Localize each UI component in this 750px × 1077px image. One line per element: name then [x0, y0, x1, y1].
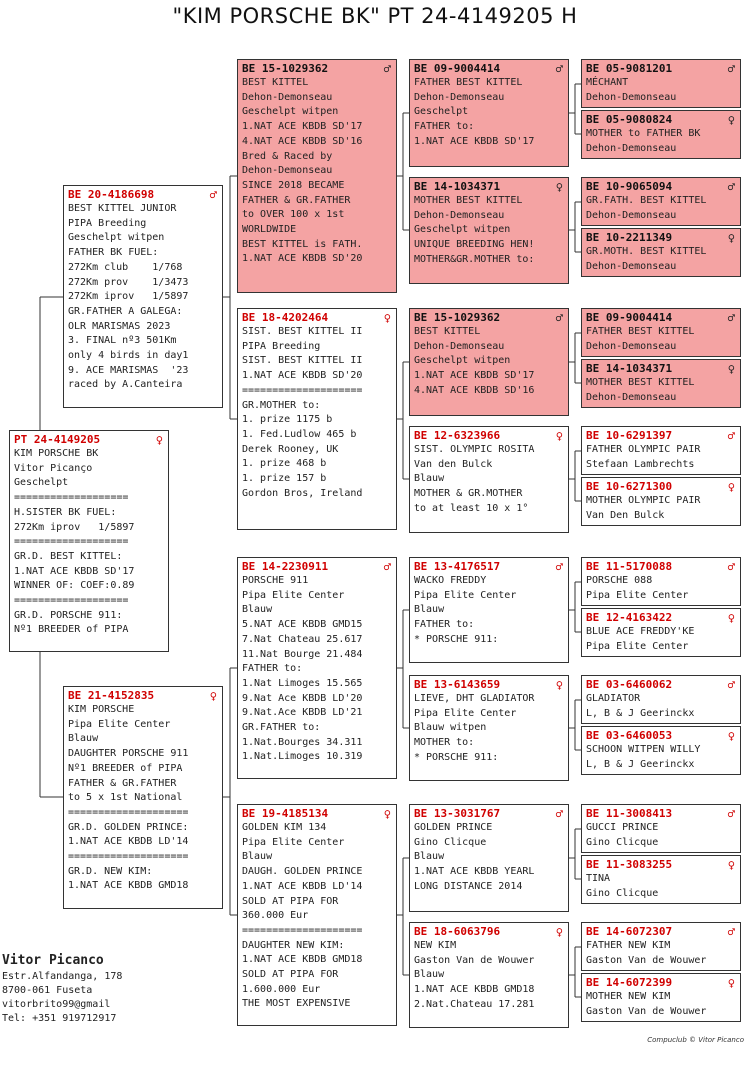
pigeon-info-line: GLADIATOR [586, 693, 641, 704]
pigeon-info-line: FATHER to: [242, 663, 303, 675]
pigeon-info-line: 1.NAT ACE KBDB SD'17 [242, 121, 363, 133]
pigeon-info-line: GR.D. NEW KIM: [68, 865, 153, 877]
pigeon-info-line: GR.FATHER A GALEGA: [68, 305, 183, 317]
ring-number: BE 12-6323966 [414, 429, 501, 442]
pigeon-info-line: Vitor Picanço [14, 462, 93, 474]
ring-header [586, 113, 736, 127]
pigeon-info-line: 4.NAT ACE KBDB SD'16 [242, 135, 363, 147]
ring-number: BE 12-4163422 [586, 611, 673, 624]
sex-symbol-icon: ♀ [727, 729, 735, 743]
pigeon-card-mf [237, 557, 397, 779]
pigeon-info-line: NEW KIM [414, 940, 457, 951]
pigeon-card-mmf [409, 804, 569, 912]
pigeon-info-line: BEST KITTEL [242, 77, 309, 88]
sex-symbol-icon: ♀ [555, 180, 563, 194]
ring-number: BE 20-4186698 [68, 188, 155, 201]
pigeon-info-line: 1.NAT ACE KBDB GMD18 [242, 954, 363, 966]
sex-symbol-icon: ♀ [727, 976, 735, 990]
pigeon-info-line: FATHER & GR.FATHER [68, 777, 177, 789]
pigeon-card-g8 [581, 477, 741, 526]
pigeon-card-g6 [581, 359, 741, 408]
pigeon-info-line: FATHER BEST KITTEL [586, 326, 695, 337]
pigeon-info-line: BEST KITTEL JUNIOR [68, 203, 177, 214]
pigeon-info-line: GR.MOTH. BEST KITTEL [586, 246, 707, 257]
ring-header [586, 678, 736, 692]
ring-number: BE 11-3083255 [586, 858, 673, 871]
pigeon-info-line: Pipa Elite Center [242, 836, 345, 848]
pigeon-info-line: KIM PORSCHE BK [14, 448, 99, 459]
pigeon-info-line: FATHER & GR.FATHER [242, 194, 351, 206]
ring-number: BE 14-6072399 [586, 976, 673, 989]
pigeon-info-line: Gordon Bros, Ireland [242, 487, 363, 499]
pigeon-info-line: LONG DISTANCE 2014 [414, 880, 523, 892]
pigeon-card-mmm [409, 922, 569, 1028]
ring-number: BE 11-5170088 [586, 560, 673, 573]
pigeon-info-line: SIST. OLYMPIC ROSITA [414, 444, 535, 455]
pigeon-info-line: 360.000 Eur [242, 910, 309, 922]
pigeon-info-line: 272Km iprov 1/5897 [14, 521, 135, 533]
pigeon-info-line: DAUGHTER PORSCHE 911 [68, 748, 189, 760]
sex-symbol-icon: ♂ [383, 560, 391, 574]
pigeon-info-line: 1.NAT ACE KBDB SD'17 [414, 135, 535, 147]
ring-header [586, 976, 736, 990]
pigeon-info-line: 9.Nat Ace KBDB LD'20 [242, 692, 363, 704]
sex-symbol-icon: ♀ [727, 480, 735, 494]
pigeon-info-line: THE MOST EXPENSIVE [242, 998, 351, 1010]
pigeon-info-line: Geschelpt witpen [68, 232, 165, 244]
pigeon-info-line: FATHER NEW KIM [586, 940, 671, 951]
ring-number: BE 03-6460062 [586, 678, 673, 691]
pigeon-info-line: Geschelpt [414, 106, 469, 118]
pigeon-info-line: ==================== [242, 924, 363, 936]
ring-header [586, 560, 736, 574]
pigeon-info-line: WACKO FREDDY [414, 575, 487, 586]
pigeon-info-line: Geschelpt witpen [242, 106, 339, 118]
pigeon-info-line: =================== [14, 595, 129, 607]
pigeon-info-line: SIST. BEST KITTEL II [242, 355, 363, 367]
pigeon-card-g7 [581, 426, 741, 475]
ring-header [586, 311, 736, 325]
pigeon-info-line: Pipa Elite Center [586, 640, 689, 652]
pigeon-info-line: Geschelpt [14, 477, 69, 489]
ring-number: BE 11-3008413 [586, 807, 673, 820]
pigeon-card-g2 [581, 110, 741, 159]
sex-symbol-icon: ♂ [727, 311, 735, 325]
ring-header [586, 362, 736, 376]
ring-header [414, 678, 564, 692]
footer-credit: Compuclub © Vitor Picanco [647, 1036, 744, 1044]
pigeon-info-line: PIPA Breeding [68, 217, 147, 229]
sex-symbol-icon: ♀ [555, 429, 563, 443]
pigeon-info-line: Blauw [414, 604, 445, 616]
sex-symbol-icon: ♂ [727, 429, 735, 443]
pigeon-info-line: 4.NAT ACE KBDB SD'16 [414, 384, 535, 396]
pigeon-info-line: Dehon-Demonseau [242, 91, 333, 103]
sex-symbol-icon: ♀ [383, 807, 391, 821]
pigeon-info-line: Gaston Van de Wouwer [586, 1005, 707, 1017]
ring-number: BE 05-9080824 [586, 113, 673, 126]
pigeon-info-line: Blauw witpen [414, 722, 487, 734]
pigeon-info-line: MOTHER OLYMPIC PAIR [586, 495, 701, 506]
pigeon-info-line: BLUE ACE FREDDY'KE [586, 626, 695, 637]
sex-symbol-icon: ♂ [727, 180, 735, 194]
pigeon-info-line: 272Km iprov 1/5897 [68, 291, 189, 303]
pigeon-card-g4 [581, 228, 741, 277]
pigeon-info-line: Bred & Raced by [242, 150, 333, 162]
pigeon-info-line: ==================== [242, 384, 363, 396]
sex-symbol-icon: ♀ [727, 611, 735, 625]
pigeon-info-line: Dehon-Demonseau [586, 260, 677, 272]
pigeon-info-line: OLR MARISMAS 2023 [68, 320, 171, 332]
pigeon-info-line: * PORSCHE 911: [414, 751, 499, 763]
pigeon-info-line: =================== [14, 536, 129, 548]
pigeon-card-mfm [409, 675, 569, 781]
pigeon-info-line: Dehon-Demonseau [414, 91, 505, 103]
pigeon-info-line: FATHER to: [414, 121, 475, 133]
pigeon-info-line: 5.NAT ACE KBDB GMD15 [242, 619, 363, 631]
breeder-email: vitorbrito99@gmail [2, 999, 111, 1010]
pigeon-info-line: MOTHER BEST KITTEL [414, 195, 523, 206]
pigeon-card-g13 [581, 804, 741, 853]
pigeon-info-line: =================== [14, 492, 129, 504]
pigeon-info-line: H.SISTER BK FUEL: [14, 506, 117, 518]
pigeon-info-line: BEST KITTEL is FATH. [242, 238, 363, 250]
pigeon-info-line: FATHER BEST KITTEL [414, 77, 523, 88]
ring-number: BE 05-9081201 [586, 62, 673, 75]
pigeon-info-line: SOLD AT PIPA FOR [242, 969, 339, 981]
pigeon-info-line: Geschelpt witpen [414, 224, 511, 236]
pigeon-info-line: GR.FATHER to: [242, 722, 321, 734]
ring-number: BE 14-6072307 [586, 925, 673, 938]
pigeon-info-line: MOTHER to FATHER BK [586, 128, 701, 139]
sex-symbol-icon: ♀ [209, 689, 217, 703]
pigeon-card-g10 [581, 608, 741, 657]
ring-number: BE 13-6143659 [414, 678, 501, 691]
pigeon-info-line: 1. prize 157 b [242, 473, 327, 485]
pigeon-info-line: Gino Clicque [414, 836, 487, 848]
ring-number: BE 14-2230911 [242, 560, 329, 573]
pigeon-card-g1 [581, 59, 741, 108]
ring-number: BE 19-4185134 [242, 807, 329, 820]
pigeon-info-line: 1.NAT ACE KBDB LD'14 [242, 880, 363, 892]
pigeon-info-line: L, B & J Geerinckx [586, 758, 695, 770]
pigeon-card-g3 [581, 177, 741, 226]
pigeon-info-line: WINNER OF: COEF:0.89 [14, 580, 135, 592]
breeder-address-line: Estr.Alfandanga, 178 [2, 971, 123, 982]
pigeon-info-line: 272Km prov 1/3473 [68, 276, 189, 288]
pigeon-info-line: Dehon-Demonseau [414, 340, 505, 352]
pigeon-info-line: BEST KITTEL [414, 326, 481, 337]
pigeon-info-line: FATHER OLYMPIC PAIR [586, 444, 701, 455]
pigeon-info-line: Dehon-Demonseau [586, 142, 677, 154]
ring-number: BE 18-6063796 [414, 925, 501, 938]
pigeon-info-line: Pipa Elite Center [586, 589, 689, 601]
ring-header [68, 188, 218, 202]
sex-symbol-icon: ♂ [555, 311, 563, 325]
pigeon-info-line: to OVER 100 x 1st [242, 209, 345, 221]
pigeon-info-line: Geschelpt witpen [414, 355, 511, 367]
pigeon-card-g16 [581, 973, 741, 1022]
pigeon-info-line: Dehon-Demonseau [414, 209, 505, 221]
ring-number: BE 10-6271300 [586, 480, 673, 493]
ring-number: PT 24-4149205 [14, 433, 101, 446]
breeder-phone: Tel: +351 919712917 [2, 1013, 117, 1024]
ring-number: BE 09-9004414 [414, 62, 501, 75]
pigeon-info-line: GR.MOTHER to: [242, 399, 321, 411]
pigeon-card-ffm [409, 177, 569, 284]
breeder-info [2, 952, 122, 1026]
ring-number: BE 21-4152835 [68, 689, 155, 702]
pigeon-info-line: MOTHER&GR.MOTHER to: [414, 253, 535, 265]
pigeon-info-line: 7.Nat Chateau 25.617 [242, 633, 363, 645]
ring-header [586, 62, 736, 76]
pigeon-card-mm [237, 804, 397, 1026]
pigeon-info-line: FATHER to: [414, 619, 475, 631]
pigeon-info-line: GR.D. GOLDEN PRINCE: [68, 821, 189, 833]
pigeon-info-line: ==================== [68, 851, 189, 863]
pigeon-info-line: GOLDEN PRINCE [414, 822, 493, 833]
pigeon-info-line: MOTHER NEW KIM [586, 991, 671, 1002]
pigeon-info-line: SINCE 2018 BECAME [242, 179, 345, 191]
pigeon-info-line: Pipa Elite Center [68, 718, 171, 730]
ring-header [242, 62, 392, 76]
breeder-name: Vitor Picanco [2, 953, 104, 968]
pigeon-card-g5 [581, 308, 741, 357]
pigeon-info-line: UNIQUE BREEDING HEN! [414, 239, 535, 251]
pigeon-info-line: Dehon-Demonseau [242, 165, 333, 177]
ring-header [586, 180, 736, 194]
ring-header [586, 429, 736, 443]
ring-header [586, 611, 736, 625]
pigeon-info-line: 1.NAT ACE KBDB YEARL [414, 866, 535, 878]
sex-symbol-icon: ♀ [727, 113, 735, 127]
pigeon-info-line: Dehon-Demonseau [586, 391, 677, 403]
pigeon-info-line: 1.NAT ACE KBDB GMD18 [414, 984, 535, 996]
ring-header [414, 429, 564, 443]
pigeon-info-line: GR.D. PORSCHE 911: [14, 609, 123, 621]
pigeon-info-line: DAUGH. GOLDEN PRINCE [242, 866, 363, 878]
pigeon-card-mother [63, 686, 223, 909]
pigeon-info-line: Blauw [68, 733, 99, 745]
pigeon-info-line: Nº1 BREEDER of PIPA [68, 762, 183, 774]
pigeon-info-line: L, B & J Geerinckx [586, 707, 695, 719]
pigeon-info-line: KIM PORSCHE [68, 704, 135, 715]
ring-header [14, 433, 164, 447]
sex-symbol-icon: ♂ [727, 678, 735, 692]
pigeon-info-line: 11.Nat Bourge 21.484 [242, 648, 363, 660]
pigeon-info-line: Blauw [242, 604, 273, 616]
sex-symbol-icon: ♀ [727, 858, 735, 872]
pigeon-card-g9 [581, 557, 741, 606]
ring-number: BE 15-1029362 [414, 311, 501, 324]
pigeon-info-line: 1.NAT ACE KBDB SD'17 [14, 565, 135, 577]
ring-number: BE 10-6291397 [586, 429, 673, 442]
sex-symbol-icon: ♂ [209, 188, 217, 202]
pigeon-info-line: Van Den Bulck [586, 509, 665, 521]
sex-symbol-icon: ♂ [555, 807, 563, 821]
pigeon-card-fm [237, 308, 397, 530]
pigeon-info-line: GR.FATH. BEST KITTEL [586, 195, 707, 206]
pigeon-card-g11 [581, 675, 741, 724]
breeder-address-line: 8700-061 Fuseta [2, 985, 93, 996]
pigeon-card-father [63, 185, 223, 408]
ring-number: BE 13-4176517 [414, 560, 501, 573]
pigeon-info-line: WORLDWIDE [242, 224, 297, 236]
pigeon-info-line: Stefaan Lambrechts [586, 458, 695, 470]
pigeon-info-line: 1.NAT ACE KBDB SD'20 [242, 253, 363, 265]
pigeon-info-line: 1.NAT ACE KBDB SD'20 [242, 370, 363, 382]
ring-header [242, 807, 392, 821]
sex-symbol-icon: ♂ [555, 62, 563, 76]
sex-symbol-icon: ♀ [155, 433, 163, 447]
page-title: "KIM PORSCHE BK" PT 24-4149205 H [172, 4, 578, 28]
pigeon-info-line: Gino Clicque [586, 836, 659, 848]
pigeon-info-line: 9. ACE MARISMAS '23 [68, 364, 189, 376]
pigeon-info-line: Gaston Van de Wouwer [414, 954, 535, 966]
ring-header [414, 62, 564, 76]
pigeon-info-line: MOTHER to: [414, 737, 475, 749]
pigeon-info-line: Van den Bulck [414, 458, 493, 470]
pigeon-card-mff [409, 557, 569, 663]
sex-symbol-icon: ♂ [727, 807, 735, 821]
pigeon-info-line: GUCCI PRINCE [586, 822, 659, 833]
pigeon-info-line: Pipa Elite Center [414, 589, 517, 601]
pigeon-info-line: Dehon-Demonseau [586, 340, 677, 352]
pigeon-info-line: Dehon-Demonseau [586, 91, 677, 103]
pigeon-info-line: Nº1 BREEDER of PIPA [14, 624, 129, 636]
ring-number: BE 14-1034371 [414, 180, 501, 193]
sex-symbol-icon: ♀ [555, 925, 563, 939]
ring-header [586, 925, 736, 939]
sex-symbol-icon: ♀ [727, 231, 735, 245]
pigeon-info-line: raced by A.Canteira [68, 379, 183, 391]
ring-header [414, 560, 564, 574]
pigeon-info-line: ==================== [68, 806, 189, 818]
pigeon-info-line: Blauw [242, 851, 273, 863]
ring-number: BE 09-9004414 [586, 311, 673, 324]
pigeon-info-line: PORSCHE 911 [242, 575, 309, 586]
pigeon-info-line: SCHOON WITPEN WILLY [586, 744, 701, 755]
ring-number: BE 14-1034371 [586, 362, 673, 375]
pigeon-card-g12 [581, 726, 741, 775]
pigeon-info-line: 1.Nat.Limoges 10.319 [242, 751, 363, 763]
sex-symbol-icon: ♂ [727, 560, 735, 574]
pigeon-info-line: 1. prize 468 b [242, 458, 327, 470]
pigeon-info-line: to 5 x 1st National [68, 792, 183, 804]
pigeon-card-ff [237, 59, 397, 293]
ring-header [68, 689, 218, 703]
pigeon-info-line: Gino Clicque [586, 887, 659, 899]
pigeon-info-line: MOTHER BEST KITTEL [586, 377, 695, 388]
pigeon-info-line: SIST. BEST KITTEL II [242, 326, 363, 337]
pigeon-info-line: GR.D. BEST KITTEL: [14, 550, 123, 562]
sex-symbol-icon: ♂ [383, 62, 391, 76]
sex-symbol-icon: ♂ [727, 62, 735, 76]
pigeon-info-line: Dehon-Demonseau [586, 209, 677, 221]
sex-symbol-icon: ♀ [383, 311, 391, 325]
ring-header [586, 480, 736, 494]
pigeon-card-g15 [581, 922, 741, 971]
pigeon-info-line: Pipa Elite Center [242, 589, 345, 601]
pigeon-info-line: SOLD AT PIPA FOR [242, 895, 339, 907]
pigeon-info-line: Blauw [414, 969, 445, 981]
pigeon-info-line: FATHER BK FUEL: [68, 247, 159, 259]
ring-number: BE 18-4202464 [242, 311, 329, 324]
pigeon-card-g14 [581, 855, 741, 904]
pigeon-info-line: 9.Nat.Ace KBDB LD'21 [242, 707, 363, 719]
ring-number: BE 10-2211349 [586, 231, 673, 244]
ring-number: BE 15-1029362 [242, 62, 329, 75]
pigeon-info-line: 1.Nat.Bourges 34.311 [242, 736, 363, 748]
sex-symbol-icon: ♂ [727, 925, 735, 939]
ring-header [586, 807, 736, 821]
ring-number: BE 10-9065094 [586, 180, 673, 193]
pigeon-card-subject [9, 430, 169, 652]
ring-header [414, 180, 564, 194]
sex-symbol-icon: ♀ [727, 362, 735, 376]
pigeon-info-line: 1.NAT ACE KBDB SD'17 [414, 370, 535, 382]
pigeon-info-line: 1.600.000 Eur [242, 983, 321, 995]
pigeon-info-line: Blauw [414, 851, 445, 863]
sex-symbol-icon: ♂ [555, 560, 563, 574]
pigeon-card-fmf [409, 308, 569, 416]
pigeon-info-line: only 4 birds in day1 [68, 350, 189, 362]
pigeon-info-line: DAUGHTER NEW KIM: [242, 939, 345, 951]
pigeon-info-line: 1. prize 1175 b [242, 414, 333, 426]
pigeon-info-line: 2.Nat.Chateau 17.281 [414, 998, 535, 1010]
pigeon-info-line: MÉCHANT [586, 77, 629, 88]
pigeon-info-line: Pipa Elite Center [414, 707, 517, 719]
ring-header [414, 311, 564, 325]
ring-header [586, 858, 736, 872]
pigeon-info-line: 3. FINAL nº3 501Km [68, 335, 177, 347]
ring-header [586, 231, 736, 245]
pigeon-card-fff [409, 59, 569, 167]
ring-number: BE 03-6460053 [586, 729, 673, 742]
pigeon-info-line: PORSCHE 088 [586, 575, 653, 586]
ring-header [414, 807, 564, 821]
ring-header [414, 925, 564, 939]
pigeon-info-line: TINA [586, 873, 611, 884]
pigeon-info-line: PIPA Breeding [242, 340, 321, 352]
pigeon-info-line: Gaston Van de Wouwer [586, 954, 707, 966]
sex-symbol-icon: ♀ [555, 678, 563, 692]
ring-header [242, 311, 392, 325]
pigeon-info-line: Derek Rooney, UK [242, 443, 339, 455]
pigeon-info-line: * PORSCHE 911: [414, 633, 499, 645]
pigeon-info-line: MOTHER & GR.MOTHER [414, 488, 523, 500]
ring-header [586, 729, 736, 743]
pigeon-info-line: 1.NAT ACE KBDB GMD18 [68, 880, 189, 892]
pigeon-info-line: LIEVE, DHT GLADIATOR [414, 693, 535, 704]
pigeon-info-line: 1.Nat Limoges 15.565 [242, 677, 363, 689]
ring-number: BE 13-3031767 [414, 807, 501, 820]
pigeon-info-line: 272Km club 1/768 [68, 261, 183, 273]
pigeon-info-line: 1. Fed.Ludlow 465 b [242, 428, 357, 440]
pigeon-card-fmm [409, 426, 569, 533]
pigeon-info-line: Blauw [414, 473, 445, 485]
pigeon-info-line: 1.NAT ACE KBDB LD'14 [68, 836, 189, 848]
pigeon-info-line: GOLDEN KIM 134 [242, 822, 327, 833]
ring-header [242, 560, 392, 574]
pigeon-info-line: to at least 10 x 1° [414, 502, 529, 514]
